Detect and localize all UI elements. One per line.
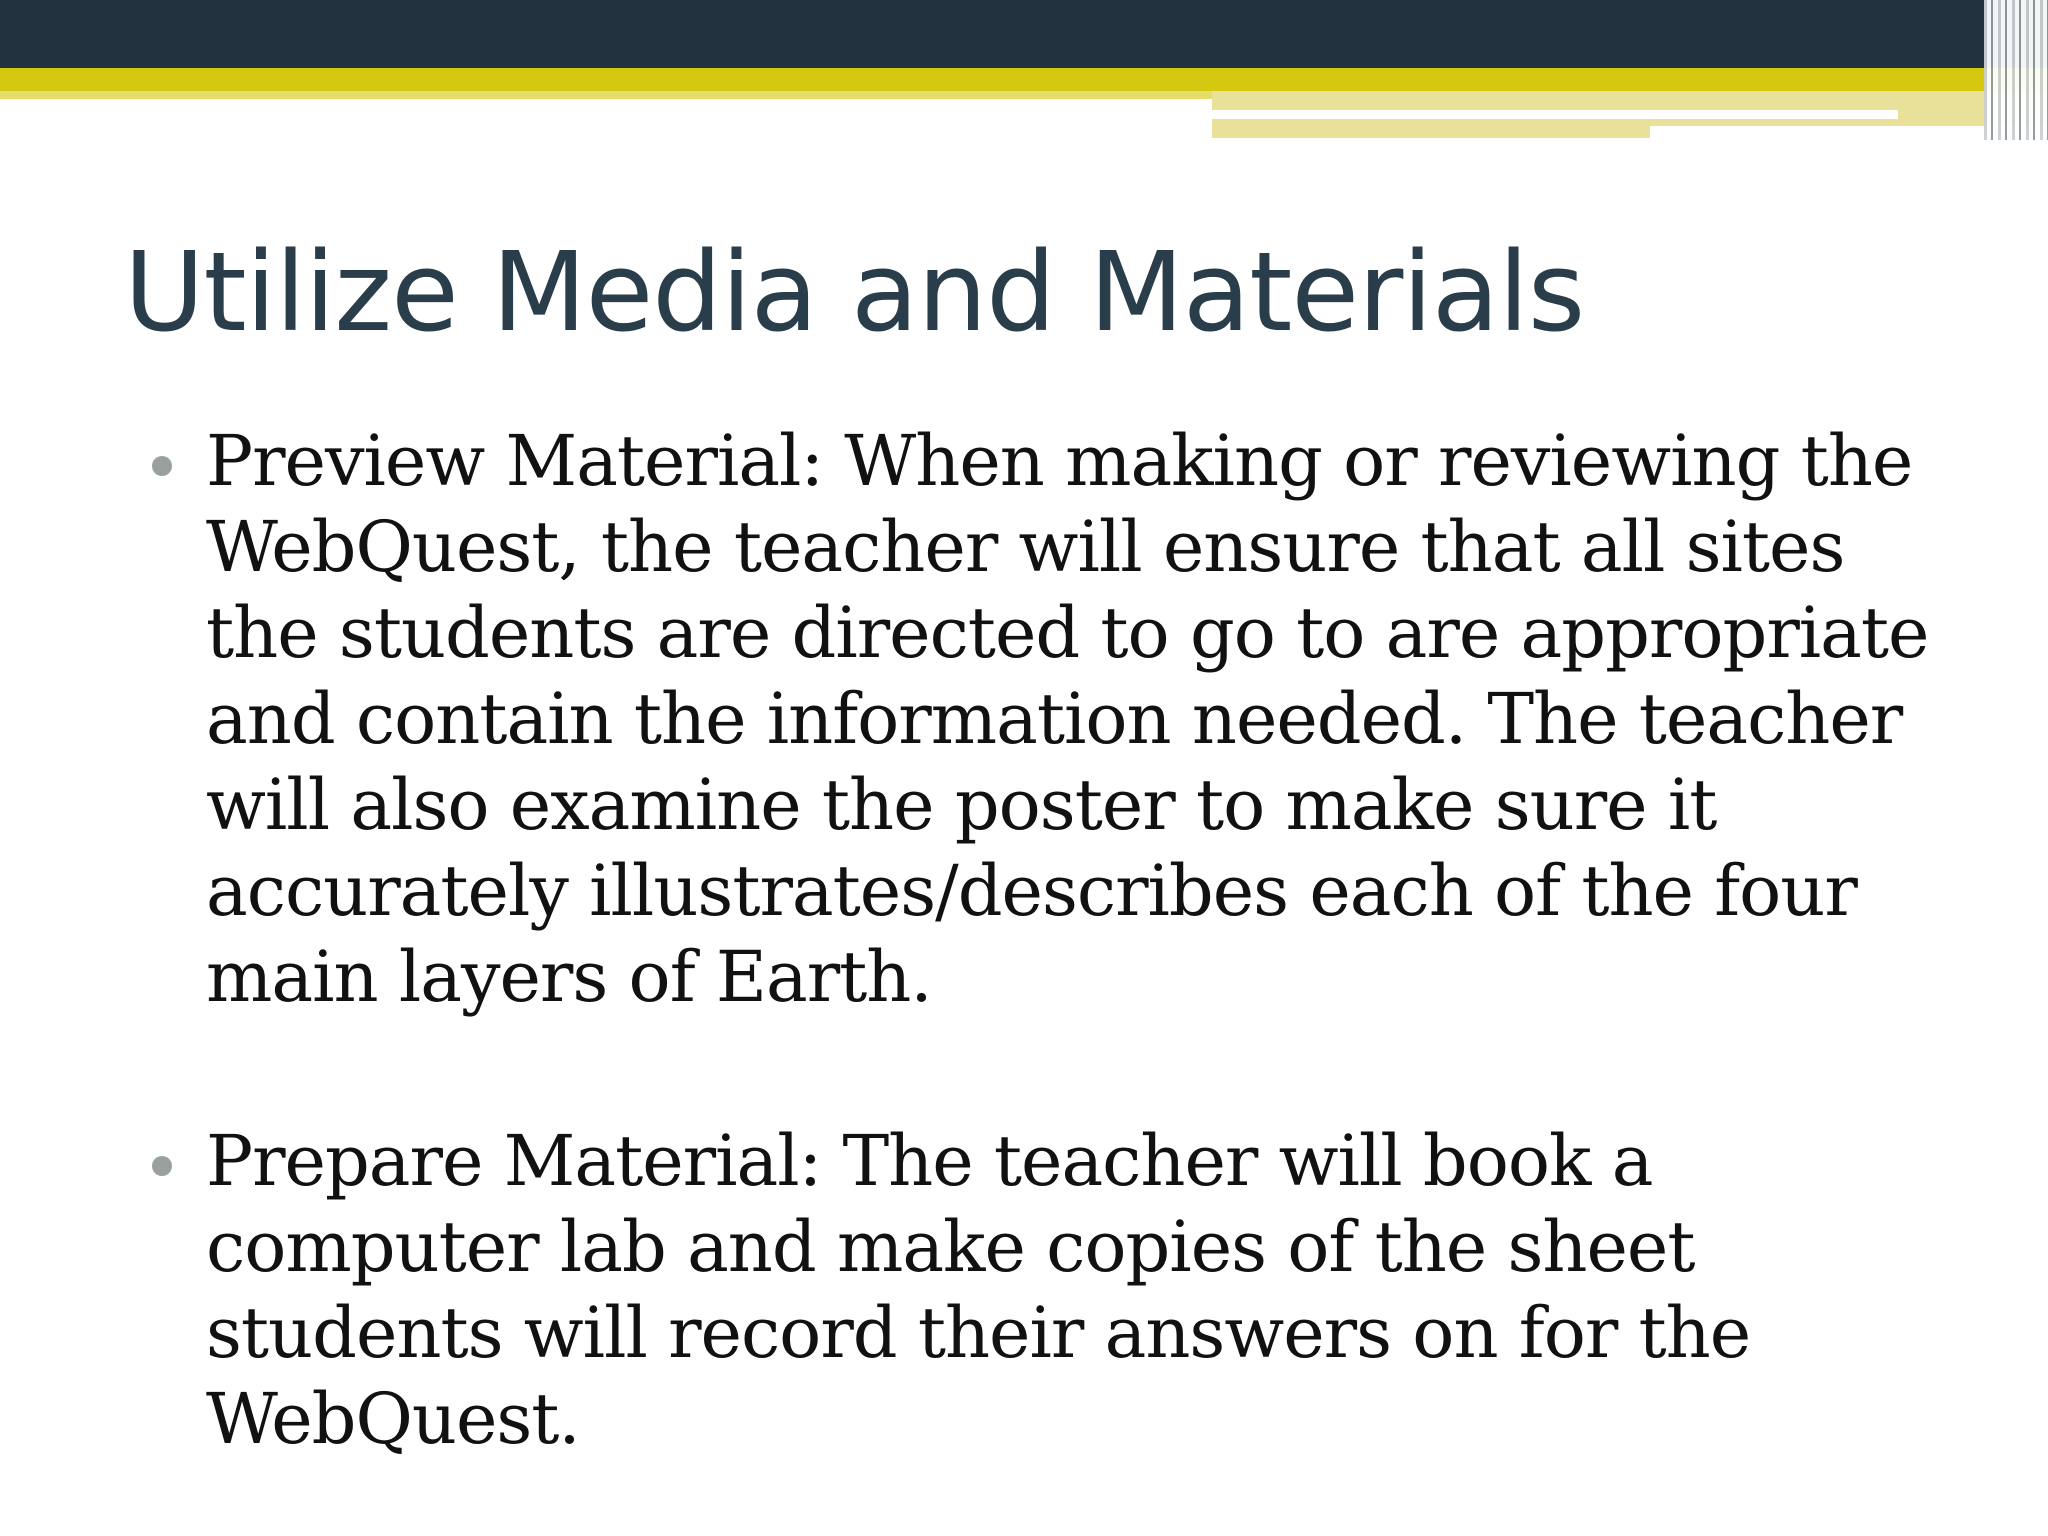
header-accent-band xyxy=(0,68,2048,91)
header-accent-thin xyxy=(0,91,1212,99)
bullet-dot-icon xyxy=(152,456,172,476)
header-right-stripes xyxy=(1984,0,2048,140)
bullet-text: Preview Material: When making or reviewing the WebQuest, the teacher will ensure that all sites the students are directed to go to are appropriate and contain the information needed. The teacher will also examine the poster to make sure it accurately illustrates/describes each of the four main layers of Earth. xyxy=(206,420,1929,1018)
bullet-text: Prepare Material: The teacher will book a computer lab and make copies of the sheet students will record their answers on for the WebQuest. xyxy=(206,1120,1751,1460)
bullet-item-prepare-material xyxy=(140,1118,1940,1462)
bullet-list xyxy=(140,418,1940,1462)
slide-title: Utilize Media and Materials xyxy=(124,228,1585,356)
bullet-dot-icon xyxy=(152,1156,172,1176)
header-accent-step-line xyxy=(1212,110,1898,119)
bullet-item-preview-material xyxy=(140,418,1940,1020)
header-dark-band xyxy=(0,0,2048,68)
